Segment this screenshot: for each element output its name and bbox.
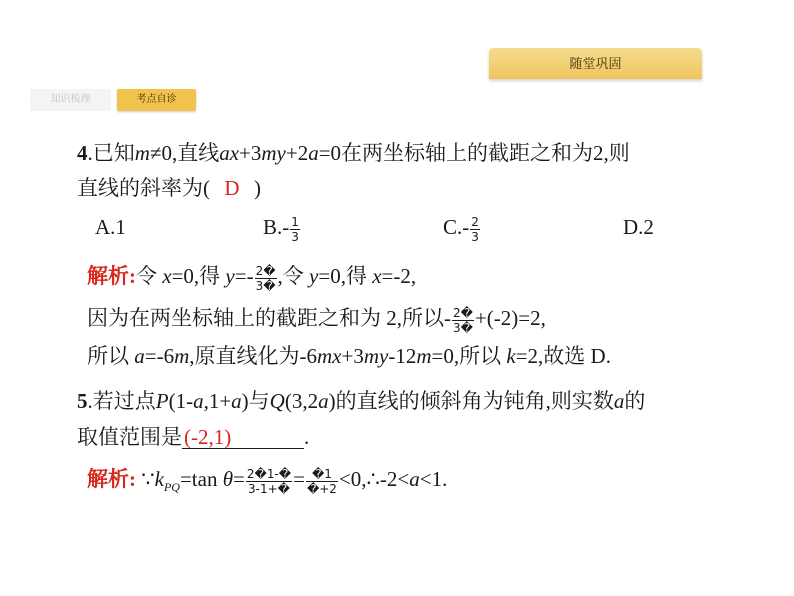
q5-text: (3,2 xyxy=(284,389,319,413)
q4-text: ≠0,直线 xyxy=(149,141,220,165)
sol-text: =2,故选 D. xyxy=(515,344,611,368)
q4-solution-line-1 xyxy=(87,263,416,293)
q4-answer: D xyxy=(224,176,240,200)
q4-text: =0在两坐标轴上的截距之和为2,则 xyxy=(318,141,630,165)
option-text: C.- xyxy=(443,215,470,239)
sol-var: m xyxy=(416,344,432,368)
sol-var: x xyxy=(162,264,172,288)
fraction-numerator: 2� xyxy=(453,305,473,320)
q5-var: a xyxy=(318,389,329,413)
q4-text: 直线的斜率为( xyxy=(77,176,210,200)
sol-text: = xyxy=(293,467,305,491)
q5-var: a xyxy=(231,389,242,413)
q4-text: +2 xyxy=(285,141,309,165)
q4-var: a xyxy=(308,141,319,165)
q5-text: )的直线的倾斜角为钝角,则实数 xyxy=(328,389,614,413)
sol-text: =0,得 xyxy=(318,264,373,288)
q5-line-1 xyxy=(77,388,645,414)
q5-solution-line xyxy=(87,466,447,500)
q4-option-b xyxy=(263,214,301,244)
sol-text: <0,∴-2< xyxy=(338,467,410,491)
tab-self-diagnosis[interactable]: 考点自诊 xyxy=(117,89,196,111)
sol-var: my xyxy=(363,344,389,368)
sol-text: =0,所以 xyxy=(431,344,507,368)
q4-option-d: D.2 xyxy=(623,215,654,239)
q5-text: 取值范围是 xyxy=(77,425,182,449)
q4-var: m xyxy=(134,141,150,165)
sol-text: 因为在两坐标轴上的截距之和为 2,所以- xyxy=(87,306,451,330)
q4-line-2 xyxy=(77,175,261,201)
q5-var: a xyxy=(613,389,625,413)
sol-var: y xyxy=(309,264,319,288)
sol-subscript: PQ xyxy=(163,480,180,495)
sol-var: mx xyxy=(317,344,342,368)
sol-var: a xyxy=(134,344,145,368)
q4-text: ) xyxy=(254,176,261,200)
fraction-numerator: 2� xyxy=(255,263,276,278)
sol-var: θ xyxy=(222,467,234,491)
sol-text: ,原直线化为-6 xyxy=(189,344,318,368)
sol-fraction xyxy=(452,306,474,335)
q5-text: . xyxy=(304,425,310,449)
q4-line-1 xyxy=(77,140,630,166)
fraction-denominator: 3 xyxy=(291,229,299,244)
sol-text: =0,得 xyxy=(171,264,226,288)
fraction-numerator: 2�1-� xyxy=(246,466,292,481)
fraction-denominator: 3-1+� xyxy=(248,481,290,496)
q5-text: ,1+ xyxy=(203,389,232,413)
fraction-denominator: 3� xyxy=(453,320,473,335)
q4-var: my xyxy=(261,141,286,165)
q4-number: 4 xyxy=(77,141,88,165)
q5-text: )与 xyxy=(241,389,270,413)
solution-label: 解析: xyxy=(87,467,136,491)
q5-text: 的 xyxy=(624,389,646,413)
sol-var: m xyxy=(174,344,190,368)
sol-var: a xyxy=(409,467,420,491)
sol-var: k xyxy=(154,467,164,491)
sol-fraction xyxy=(306,467,338,496)
sol-fraction xyxy=(246,467,292,496)
sol-text: +3 xyxy=(341,344,364,368)
sol-text: =tan xyxy=(179,467,223,491)
section-tab-review[interactable]: 随堂巩固 xyxy=(489,48,702,79)
sol-var: y xyxy=(225,264,235,288)
sol-text: =-2, xyxy=(381,264,417,288)
q5-line-2 xyxy=(77,424,309,450)
fraction-denominator: �+2 xyxy=(306,481,337,496)
q4-var: ax xyxy=(219,141,240,165)
sol-var: x xyxy=(372,264,382,288)
tab-knowledge-review[interactable]: 知识梳理 xyxy=(30,89,111,111)
q4-option-c xyxy=(443,214,481,244)
sol-fraction xyxy=(255,264,277,293)
sol-text: ,令 xyxy=(277,264,310,288)
q4-text: +3 xyxy=(239,141,262,165)
sol-text: 所以 xyxy=(87,344,135,368)
solution-label: 解析: xyxy=(87,264,136,288)
q5-var: P xyxy=(155,389,169,413)
sol-text: = xyxy=(233,467,245,491)
q5-answer-blank: (-2,1) xyxy=(182,426,304,449)
sol-text: =- xyxy=(234,264,254,288)
fraction-numerator: 2 xyxy=(471,214,479,229)
q4-option-a: A.1 xyxy=(95,215,126,239)
q5-number: 5 xyxy=(77,389,88,413)
sol-text: +(-2)=2, xyxy=(474,306,546,330)
fraction-denominator: 3� xyxy=(255,278,276,293)
q4-solution-line-2 xyxy=(87,305,546,335)
q5-text: .若过点 xyxy=(87,389,156,413)
fraction-denominator: 3 xyxy=(471,229,479,244)
fraction-numerator: 1 xyxy=(291,214,299,229)
option-text: B.- xyxy=(263,215,290,239)
sol-text: -12 xyxy=(388,344,417,368)
sol-text: 令 xyxy=(136,264,163,288)
option-c-fraction xyxy=(470,215,480,244)
sol-text: =-6 xyxy=(144,344,175,368)
q5-text: (1- xyxy=(168,389,194,413)
q4-text: .已知 xyxy=(87,141,135,165)
sol-var: k xyxy=(506,344,516,368)
q5-var: Q xyxy=(269,389,285,413)
q4-solution-line-3 xyxy=(87,343,611,369)
sol-text: ∵ xyxy=(136,467,155,491)
sol-text: <1. xyxy=(419,467,448,491)
q5-var: a xyxy=(193,389,204,413)
fraction-numerator: �1 xyxy=(306,467,338,482)
option-b-fraction xyxy=(290,215,300,244)
